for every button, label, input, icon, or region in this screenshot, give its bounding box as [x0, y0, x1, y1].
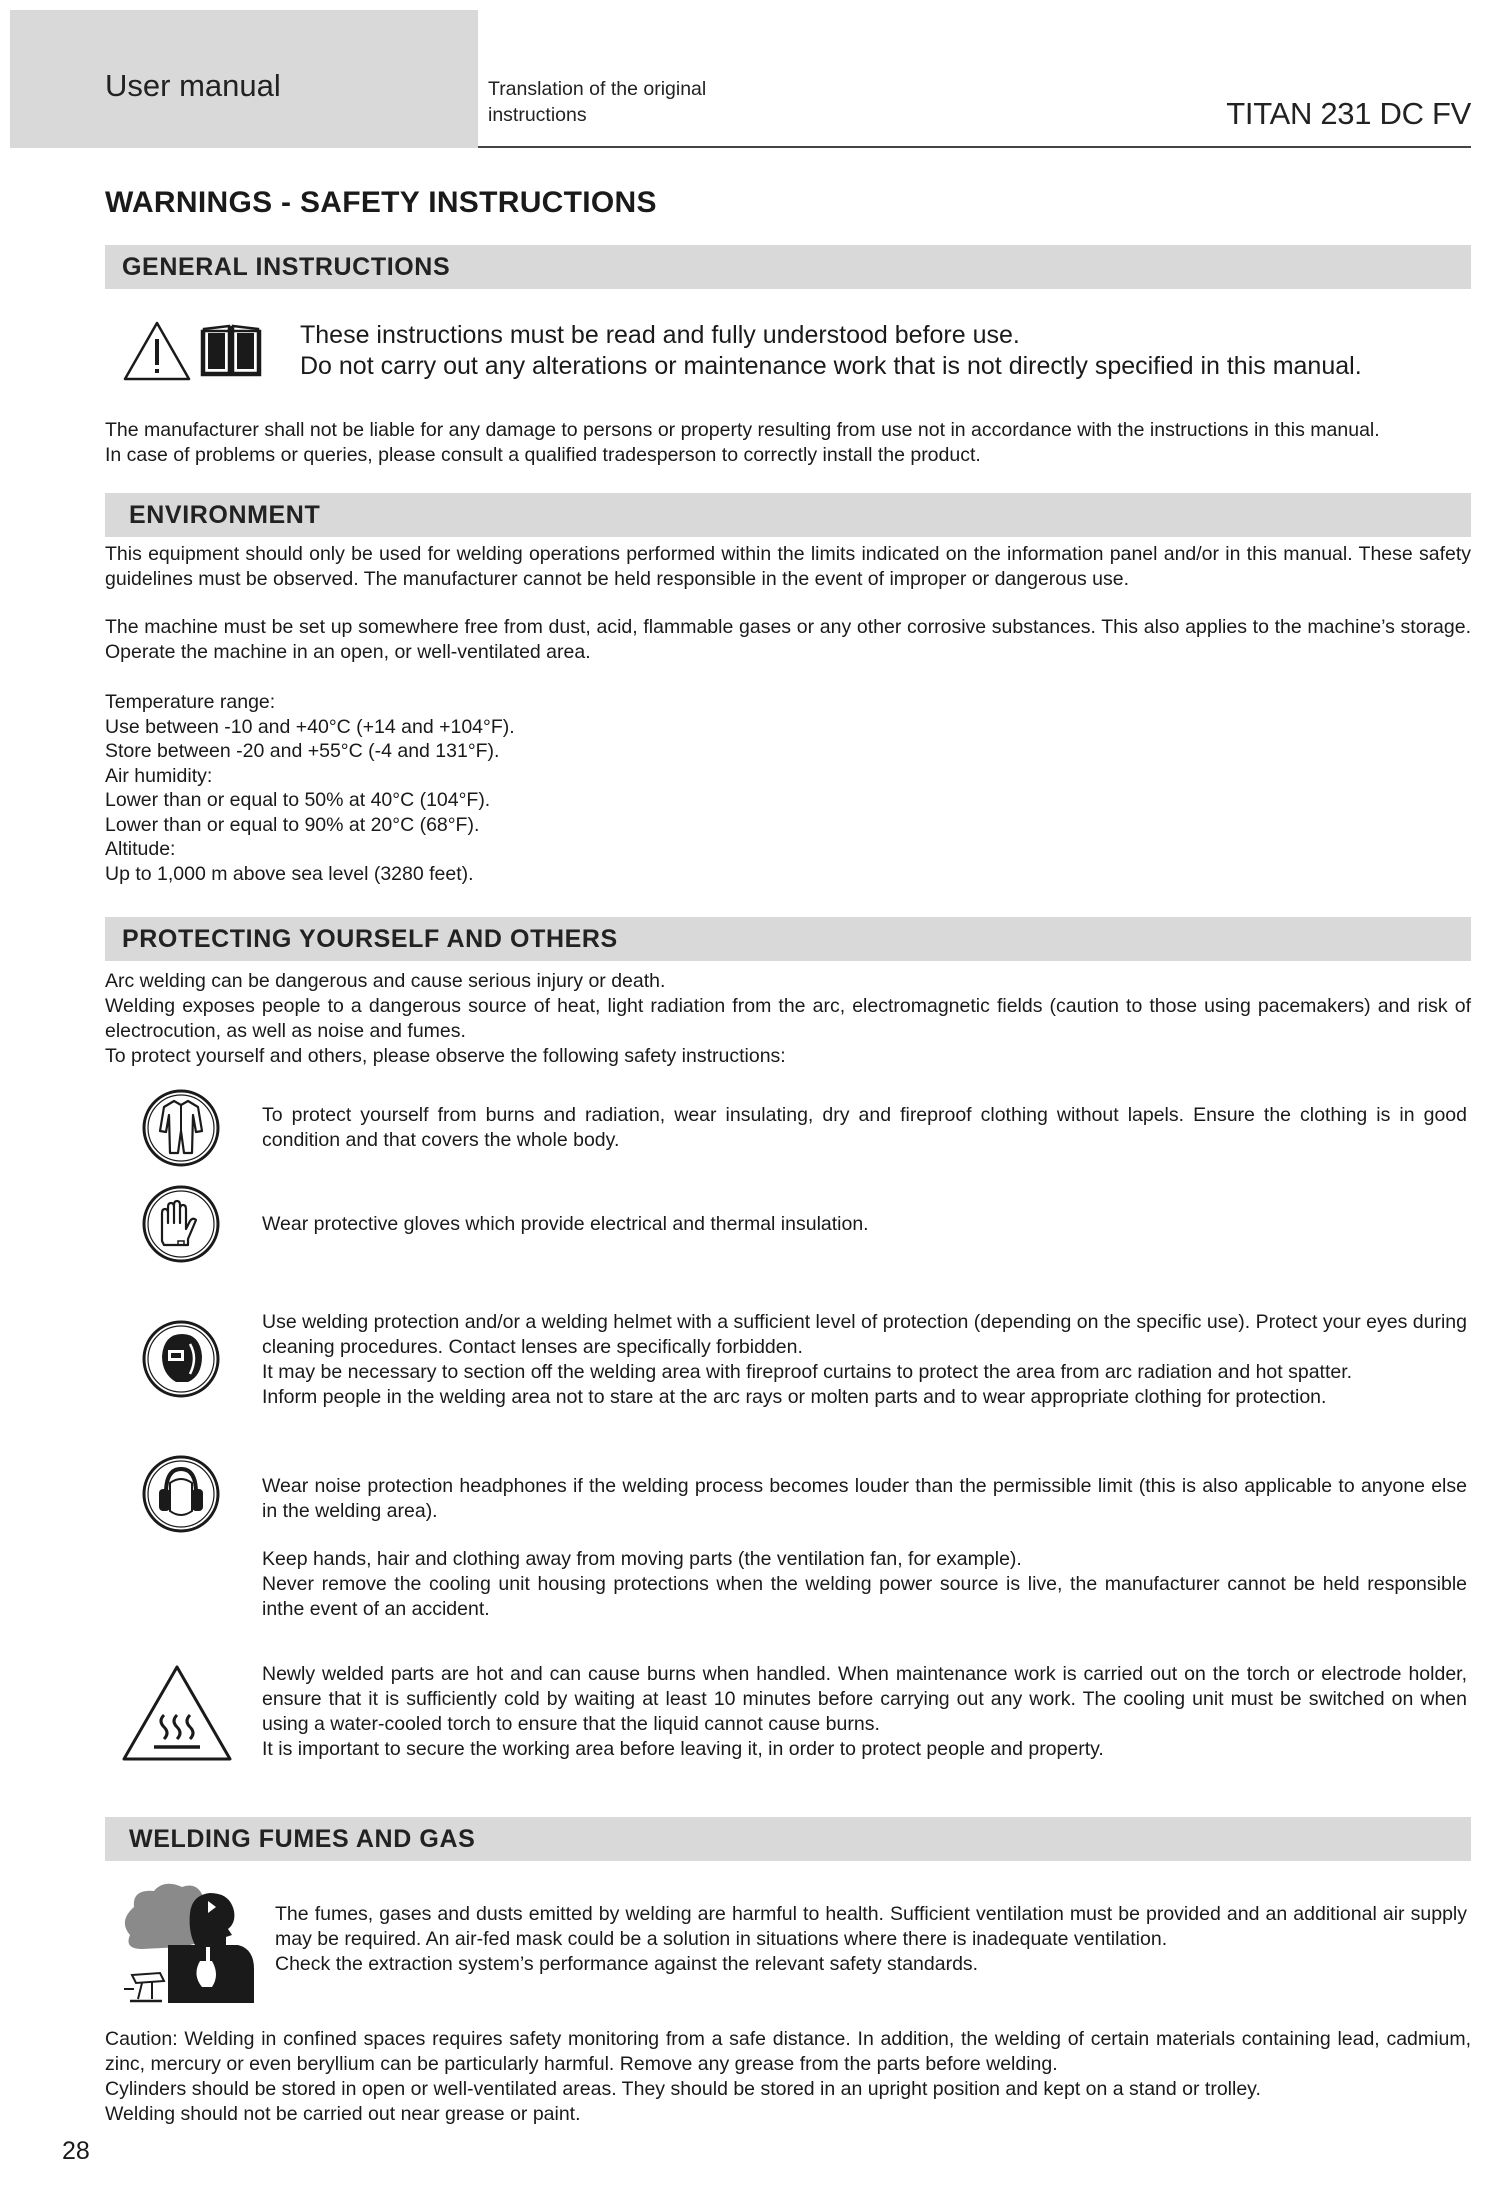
section-heading-general: GENERAL INSTRUCTIONS — [105, 245, 1471, 289]
gloves-instruction: Wear protective gloves which provide electrical and thermal insulation. — [262, 1213, 869, 1235]
spec-line: Air humidity: — [105, 764, 213, 787]
header-subtitle-line2: instructions — [488, 104, 587, 126]
header-model: TITAN 231 DC FV — [1226, 96, 1471, 131]
fumes-paragraph-2: Check the extraction system’s performance against the relevant safety standards. — [275, 1953, 979, 1975]
protective-gloves-icon — [140, 1183, 222, 1265]
helmet-instruction-2: It may be necessary to section off the welding area with fireproof curtains to protect the area from arc radiation and hot spatter. — [262, 1361, 1353, 1383]
cooling-unit-instruction: Never remove the cooling unit housing protections when the welding power source is live, the manufacturer cannot be held responsible inthe event of an accident. — [262, 1573, 1467, 1620]
general-notice-line1: These instructions must be read and fully understood before use. — [300, 321, 1020, 349]
helmet-instruction-3: Inform people in the welding area not to stare at the arc rays or molten parts and to wear appropriate clothing for protection. — [262, 1386, 1327, 1408]
hot-parts-instruction — [262, 1662, 1467, 1762]
welding-helmet-icon — [140, 1318, 222, 1400]
warning-triangle-icon — [122, 320, 192, 382]
hot-parts-instruction-1: Newly welded parts are hot and can cause burns when handled. When maintenance work is carried out on the torch or electrode holder, ensure that it is sufficiently cold by waiting at least 10 minutes before carrying out any work. The cooling unit must be switched on when using a water-cooled torch to ensure that the liquid cannot cause burns. — [262, 1663, 1467, 1735]
general-paragraph-line2: In case of problems or queries, please consult a qualified tradesperson to correctly install the product. — [105, 444, 981, 466]
clothing-instruction: To protect yourself from burns and radiation, wear insulating, dry and fireproof clothing without lapels. Ensure the clothing is in good condition and that covers the whole body. — [262, 1104, 1467, 1151]
spec-line: Altitude: — [105, 838, 176, 860]
manual-book-icon — [200, 323, 262, 377]
ear-protection-icon — [140, 1453, 222, 1535]
hot-parts-instruction-2: It is important to secure the working area before leaving it, in order to protect people and property. — [262, 1738, 1104, 1760]
general-notice — [300, 320, 1470, 382]
general-paragraph-line1: The manufacturer shall not be liable for any damage to persons or property resulting from use not in accordance with the instructions in this manual. — [105, 419, 1380, 441]
helmet-instruction-1: Use welding protection and/or a welding helmet with a sufficient level of protection (depending on the specific use). Protect your eyes during cleaning procedures. Contact lenses are specifically forbidden. — [262, 1311, 1467, 1358]
section-heading-protecting: PROTECTING YOURSELF AND OTHERS — [105, 917, 1471, 961]
protecting-intro — [105, 969, 1471, 1069]
header-subtitle — [488, 76, 808, 128]
fumes-text — [275, 1902, 1467, 1977]
moving-parts-instruction: Keep hands, hair and clothing away from moving parts (the ventilation fan, for example). — [262, 1548, 1022, 1570]
welding-fumes-icon — [112, 1877, 262, 2009]
hot-surface-warning-icon — [120, 1663, 234, 1763]
helmet-instruction — [262, 1310, 1467, 1410]
spec-line: Temperature range: — [105, 691, 276, 713]
cylinders-instruction: Cylinders should be stored in open or well-ventilated areas. They should be stored in an upright position and kept on a stand or trolley. — [105, 2078, 1261, 2100]
grease-instruction: Welding should not be carried out near grease or paint. — [105, 2103, 581, 2125]
noise-instruction: Wear noise protection headphones if the welding process becomes louder than the permissible limit (this is also applicable to anyone else in the welding area). — [262, 1475, 1467, 1522]
section-heading-fumes: WELDING FUMES AND GAS — [105, 1817, 1471, 1861]
spec-line: Lower than or equal to 50% at 40°C (104°F). — [105, 789, 491, 811]
page-title: WARNINGS - SAFETY INSTRUCTIONS — [105, 186, 657, 219]
environment-paragraph-2: The machine must be set up somewhere free from dust, acid, flammable gases or any other corrosive substances. This also applies to the machine’s storage. Operate the machine in an open, or well-ventilated area. — [105, 616, 1471, 663]
fumes-paragraph-1: The fumes, gases and dusts emitted by welding are harmful to health. Sufficient ventilation must be provided and an additional air supply may be required. An air-fed mask could be a solution in situations where there is inadequate ventilation. — [275, 1903, 1467, 1950]
section-heading-environment: ENVIRONMENT — [105, 493, 1471, 537]
general-paragraph — [105, 418, 1475, 468]
environment-paragraph-1: This equipment should only be used for welding operations performed within the limits indicated on the information panel and/or in this manual. These safety guidelines must be observed. The manufacturer cannot be held responsible in the event of improper or dangerous use. — [105, 543, 1471, 590]
protecting-intro-3: To protect yourself and others, please observe the following safety instructions: — [105, 1045, 786, 1067]
header-title: User manual — [105, 68, 281, 103]
page-number: 28 — [62, 2137, 90, 2165]
protective-clothing-icon — [140, 1087, 222, 1169]
spec-line: Lower than or equal to 90% at 20°C (68°F). — [105, 813, 480, 836]
protecting-intro-2: Welding exposes people to a dangerous source of heat, light radiation from the arc, electromagnetic fields (caution to those using pacemakers) and risk of electrocution, as well as noise and fumes. — [105, 995, 1471, 1042]
spec-line: Store between -20 and +55°C (-4 and 131°F). — [105, 740, 500, 762]
protecting-intro-1: Arc welding can be dangerous and cause serious injury or death. — [105, 970, 666, 992]
header-subtitle-line1: Translation of the original — [488, 78, 707, 100]
header-divider — [478, 146, 1471, 148]
fumes-caution-block — [105, 2027, 1471, 2127]
noise-instruction-block — [262, 1474, 1467, 1622]
spec-line: Up to 1,000 m above sea level (3280 feet). — [105, 862, 474, 885]
environment-specs — [105, 690, 515, 886]
general-notice-line2: Do not carry out any alterations or maintenance work that is not directly specified in this manual. — [300, 352, 1362, 380]
spec-line: Use between -10 and +40°C (+14 and +104°F). — [105, 715, 515, 738]
fumes-caution: Caution: Welding in confined spaces requires safety monitoring from a safe distance. In addition, the welding of certain materials containing lead, cadmium, zinc, mercury or even beryllium can be particularly harmful. Remove any grease from the parts before welding. — [105, 2028, 1471, 2075]
